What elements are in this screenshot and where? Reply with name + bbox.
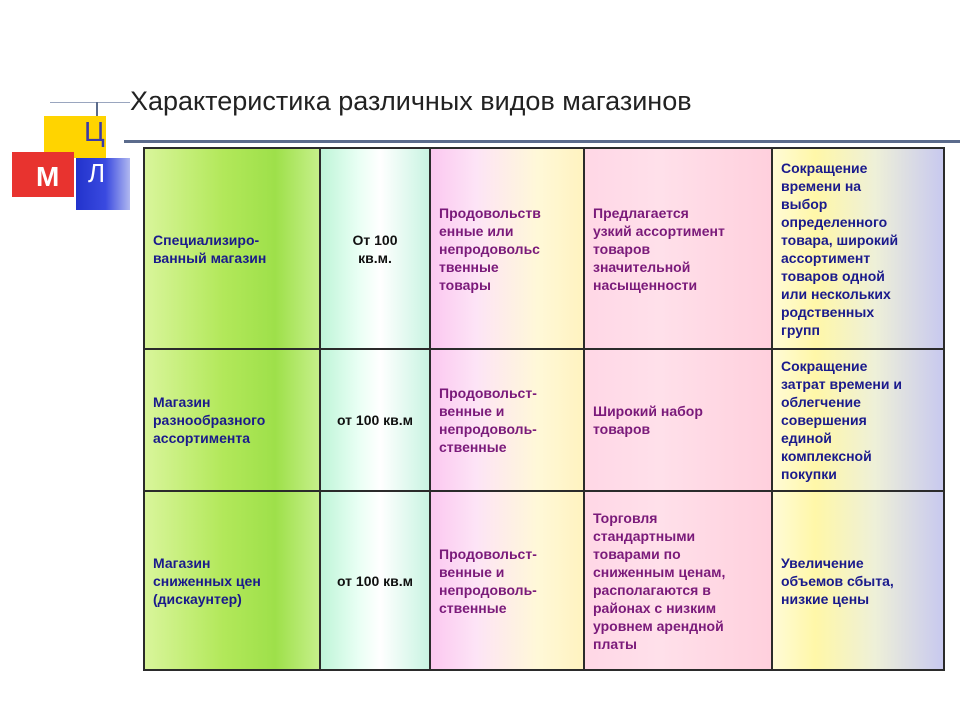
goods-text: Продовольст- венные и непродоволь- ственные [439, 545, 537, 616]
area-prefix: от [336, 412, 356, 428]
benefit-text: Увеличение объемов сбыта, низкие цены [781, 554, 894, 607]
table-row [144, 491, 944, 670]
area-text: От 100 кв.м. [352, 231, 398, 266]
assortment-cell [584, 148, 772, 349]
area-prefix: от [336, 572, 356, 589]
store-type-cell [144, 349, 320, 491]
store-type-text: Магазин разнообразного ассортимента [153, 394, 266, 446]
assortment-text: Торговля стандартными товарами по сниженным ценам, располагаются в районах с низким уровнем арендной платы [593, 509, 726, 652]
logo-letter-m: М [36, 161, 60, 192]
table-row [144, 349, 944, 491]
area-number: 100 [355, 412, 380, 428]
store-type-text: Магазин сниженных цен (дискаунтер) [153, 554, 261, 607]
goods-text: Продовольств енные или непродовольс твенные товары [439, 204, 541, 293]
benefit-text: Сокращение времени на выбор определенного товара, широкий ассортимент товаров одной или нескольких родственных групп [781, 159, 899, 338]
page-title: Характеристика различных видов магазинов [130, 86, 692, 116]
logo-letter-c: Ц [84, 116, 105, 147]
benefit-cell [772, 148, 944, 349]
goods-text: Продовольст- венные и непродоволь- ственные [439, 385, 537, 455]
store-type-cell [144, 148, 320, 349]
store-type-text: Специализиро- ванный магазин [153, 231, 267, 266]
area-number: 100 [355, 572, 380, 589]
assortment-cell [584, 491, 772, 670]
table-row [144, 148, 944, 349]
goods-cell [430, 349, 584, 491]
benefit-text: Сокращение затрат времени и облегчение совершения единой комплексной покупки [781, 358, 902, 482]
benefit-cell [772, 349, 944, 491]
goods-cell [430, 148, 584, 349]
decor-line [50, 102, 130, 103]
logo-letter-l: Л [88, 158, 106, 188]
store-type-cell [144, 491, 320, 670]
area-unit: кв.м [379, 572, 414, 589]
assortment-cell [584, 349, 772, 491]
assortment-text: Широкий набор товаров [593, 403, 703, 437]
area-cell [320, 148, 430, 349]
area-unit: кв.м [379, 412, 414, 428]
title-underline [124, 140, 960, 143]
area-cell [320, 491, 430, 670]
benefit-cell [772, 491, 944, 670]
area-cell [320, 349, 430, 491]
assortment-text: Предлагается узкий ассортимент товаров значительной насыщенности [593, 204, 725, 293]
goods-cell [430, 491, 584, 670]
store-types-table [143, 147, 945, 671]
